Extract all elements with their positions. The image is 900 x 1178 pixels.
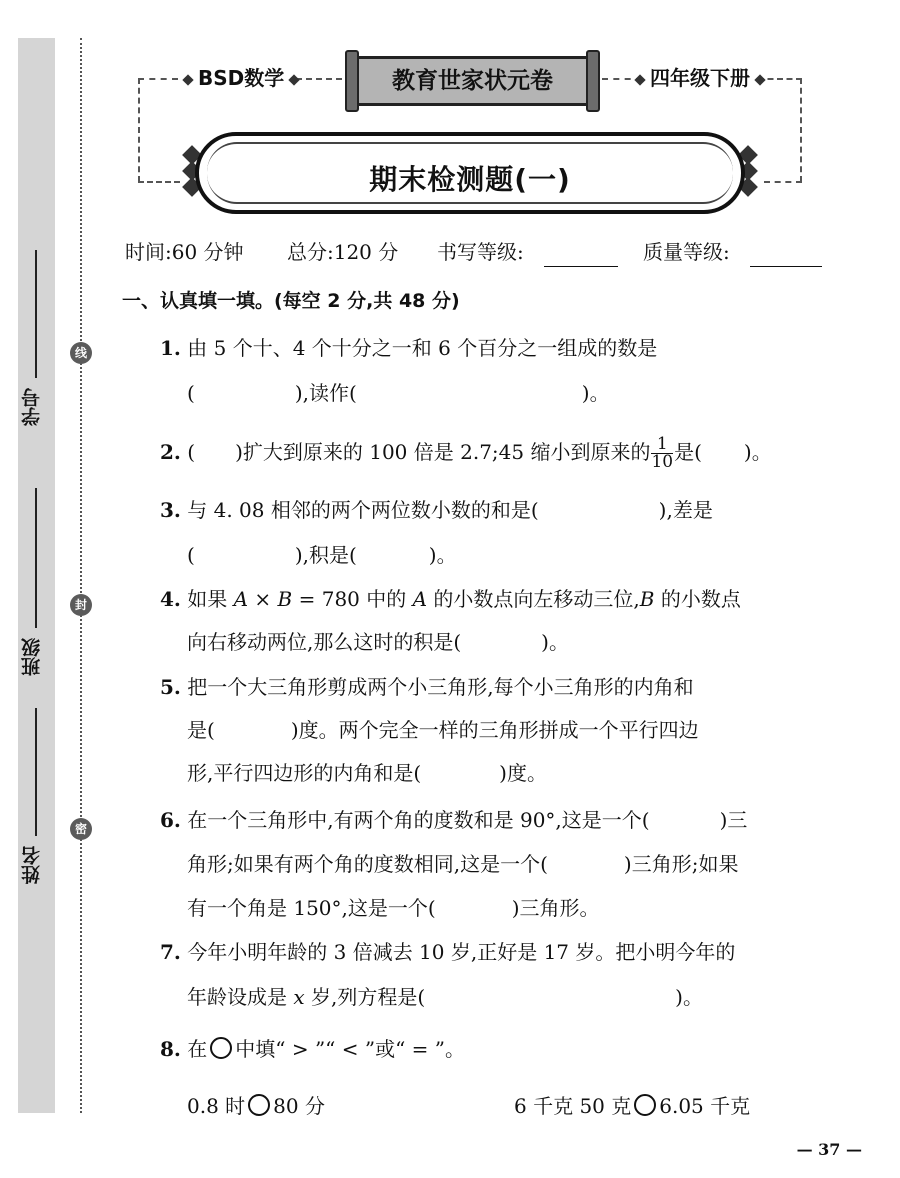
diamond-icon bbox=[182, 74, 193, 85]
question-text: ( bbox=[187, 381, 195, 405]
question-7-line-1 bbox=[160, 938, 735, 966]
times-sign: × bbox=[248, 587, 278, 611]
section-heading: 一、认真填一填。(每空 2 分,共 48 分) bbox=[122, 290, 460, 312]
question-text: ( bbox=[187, 440, 196, 464]
grade-tag-text: 四年级下册 bbox=[650, 66, 750, 90]
question-text: 是( bbox=[187, 718, 215, 742]
exam-total-score: 总分:120 分 bbox=[287, 240, 399, 264]
diamond-icon bbox=[754, 74, 765, 85]
seal-close-badge: 密 bbox=[70, 818, 92, 840]
writing-grade-label: 书写等级: bbox=[437, 240, 524, 264]
question-3-line-2 bbox=[187, 541, 457, 569]
question-text: )三角形;如果 bbox=[623, 852, 739, 876]
question-5-line-1 bbox=[160, 673, 694, 701]
question-text: )。 bbox=[743, 440, 772, 464]
diamond-icon bbox=[289, 74, 300, 85]
header-dash-left-vertical bbox=[138, 78, 140, 182]
question-text: 中填“ > ”“ < ”或“ = ”。 bbox=[235, 1037, 466, 1061]
question-1-line-2 bbox=[187, 379, 610, 407]
question-text: 的小数点向左移动三位, bbox=[427, 587, 640, 611]
seal-seal-badge: 封 bbox=[70, 594, 92, 616]
variable-a: A bbox=[233, 587, 249, 611]
question-text: 在一个三角形中,有两个角的度数和是 90°,这是一个( bbox=[187, 808, 650, 832]
question-text: )。 bbox=[541, 630, 569, 654]
question-6-line-2 bbox=[187, 850, 738, 878]
compare-circle-blank[interactable] bbox=[634, 1094, 656, 1116]
question-number: 4. bbox=[160, 587, 181, 611]
question-5-line-2 bbox=[187, 716, 699, 744]
question-text: 岁,列方程是( bbox=[304, 985, 426, 1009]
subject-tag bbox=[178, 66, 304, 90]
question-4-line-1 bbox=[160, 585, 741, 613]
grade-tag bbox=[630, 66, 770, 90]
header-dash-left-bottom bbox=[138, 181, 180, 183]
student-id-write-line[interactable] bbox=[35, 250, 37, 378]
question-text: 年龄设成是 bbox=[187, 985, 294, 1009]
question-text: 角形;如果有两个角的度数相同,这是一个( bbox=[187, 852, 548, 876]
question-3-line-1 bbox=[160, 496, 713, 524]
class-label: 班级 bbox=[21, 638, 43, 676]
compare-right: 6.05 千克 bbox=[659, 1094, 751, 1118]
title-frame bbox=[195, 132, 745, 214]
question-5-line-3 bbox=[187, 759, 547, 787]
question-6-line-1 bbox=[160, 806, 747, 834]
scroll-roll-right bbox=[586, 50, 600, 112]
diamond-icon bbox=[634, 74, 645, 85]
question-1-line-1 bbox=[160, 334, 657, 362]
variable-a: A bbox=[412, 587, 428, 611]
question-number: 5. bbox=[160, 675, 181, 699]
question-7-line-2 bbox=[187, 983, 703, 1011]
header-dash-left bbox=[138, 78, 178, 80]
question-2 bbox=[160, 436, 772, 471]
header-dash-right-vertical bbox=[800, 78, 802, 182]
question-text: = 780 中的 bbox=[292, 587, 413, 611]
compare-item-1 bbox=[187, 1092, 325, 1120]
question-number: 7. bbox=[160, 940, 181, 964]
variable-x: x bbox=[293, 985, 305, 1009]
question-text: 与 4. 08 相邻的两个两位数小数的和是( bbox=[187, 498, 539, 522]
header-dash-right-bottom bbox=[764, 181, 802, 183]
question-text: 向右移动两位,那么这时的积是( bbox=[187, 630, 462, 654]
question-text: )扩大到原来的 100 倍是 2.7;45 缩小到原来的 bbox=[235, 440, 651, 464]
question-text: 在 bbox=[187, 1037, 208, 1061]
exam-time: 时间:60 分钟 bbox=[125, 240, 244, 264]
page-number: — 37 — bbox=[796, 1140, 862, 1159]
question-text: 把一个大三角形剪成两个小三角形,每个小三角形的内角和 bbox=[187, 675, 694, 699]
question-text: ),差是 bbox=[658, 498, 713, 522]
question-text: )三角形。 bbox=[511, 896, 600, 920]
question-text: )三 bbox=[719, 808, 748, 832]
compare-item-2 bbox=[514, 1092, 750, 1120]
question-4-line-2 bbox=[187, 628, 569, 656]
quality-grade-field[interactable] bbox=[750, 246, 822, 267]
question-number: 8. bbox=[160, 1037, 181, 1061]
quality-grade-label: 质量等级: bbox=[643, 240, 730, 264]
question-text: )度。两个完全一样的三角形拼成一个平行四边 bbox=[290, 718, 699, 742]
question-text: 是( bbox=[674, 440, 702, 464]
student-id-label: 学号 bbox=[21, 388, 43, 426]
series-banner-text: 教育世家状元卷 bbox=[359, 56, 586, 106]
fraction bbox=[651, 436, 673, 471]
class-write-line[interactable] bbox=[35, 488, 37, 628]
writing-grade-field[interactable] bbox=[544, 246, 618, 267]
name-label: 姓名 bbox=[21, 846, 43, 884]
question-text: ),积是( bbox=[294, 543, 357, 567]
question-text: 如果 bbox=[187, 587, 234, 611]
series-banner bbox=[345, 50, 600, 112]
question-text: ),读作( bbox=[294, 381, 357, 405]
compare-left: 6 千克 50 克 bbox=[514, 1094, 632, 1118]
seal-line-badge: 线 bbox=[70, 342, 92, 364]
question-text: )度。 bbox=[499, 761, 547, 785]
question-6-line-3 bbox=[187, 894, 600, 922]
circle-icon bbox=[210, 1037, 232, 1059]
question-number: 3. bbox=[160, 498, 181, 522]
question-text: 由 5 个十、4 个十分之一和 6 个百分之一组成的数是 bbox=[187, 336, 658, 360]
question-number: 2. bbox=[160, 440, 181, 464]
binding-strip bbox=[18, 38, 55, 1113]
name-write-line[interactable] bbox=[35, 708, 37, 836]
question-text: 形,平行四边形的内角和是( bbox=[187, 761, 422, 785]
variable-b: B bbox=[277, 587, 293, 611]
compare-circle-blank[interactable] bbox=[248, 1094, 270, 1116]
question-text: 有一个角是 150°,这是一个( bbox=[187, 896, 436, 920]
question-text: )。 bbox=[675, 985, 703, 1009]
fraction-denominator: 10 bbox=[651, 452, 674, 472]
compare-left: 0.8 时 bbox=[187, 1094, 246, 1118]
variable-b: B bbox=[639, 587, 655, 611]
scroll-roll-left bbox=[345, 50, 359, 112]
binding-cut-line bbox=[80, 38, 82, 1113]
question-text: ( bbox=[187, 543, 195, 567]
subject-tag-text: BSD数学 bbox=[198, 66, 285, 90]
fraction-numerator: 1 bbox=[651, 436, 673, 454]
question-number: 1. bbox=[160, 336, 181, 360]
question-text: 今年小明年龄的 3 倍减去 10 岁,正好是 17 岁。把小明今年的 bbox=[187, 940, 736, 964]
question-text: )。 bbox=[581, 381, 610, 405]
compare-right: 80 分 bbox=[273, 1094, 325, 1118]
question-text: )。 bbox=[428, 543, 457, 567]
exam-title: 期末检测题(一) bbox=[369, 163, 571, 196]
question-8 bbox=[160, 1035, 465, 1063]
question-number: 6. bbox=[160, 808, 181, 832]
question-text: 的小数点 bbox=[654, 587, 741, 611]
